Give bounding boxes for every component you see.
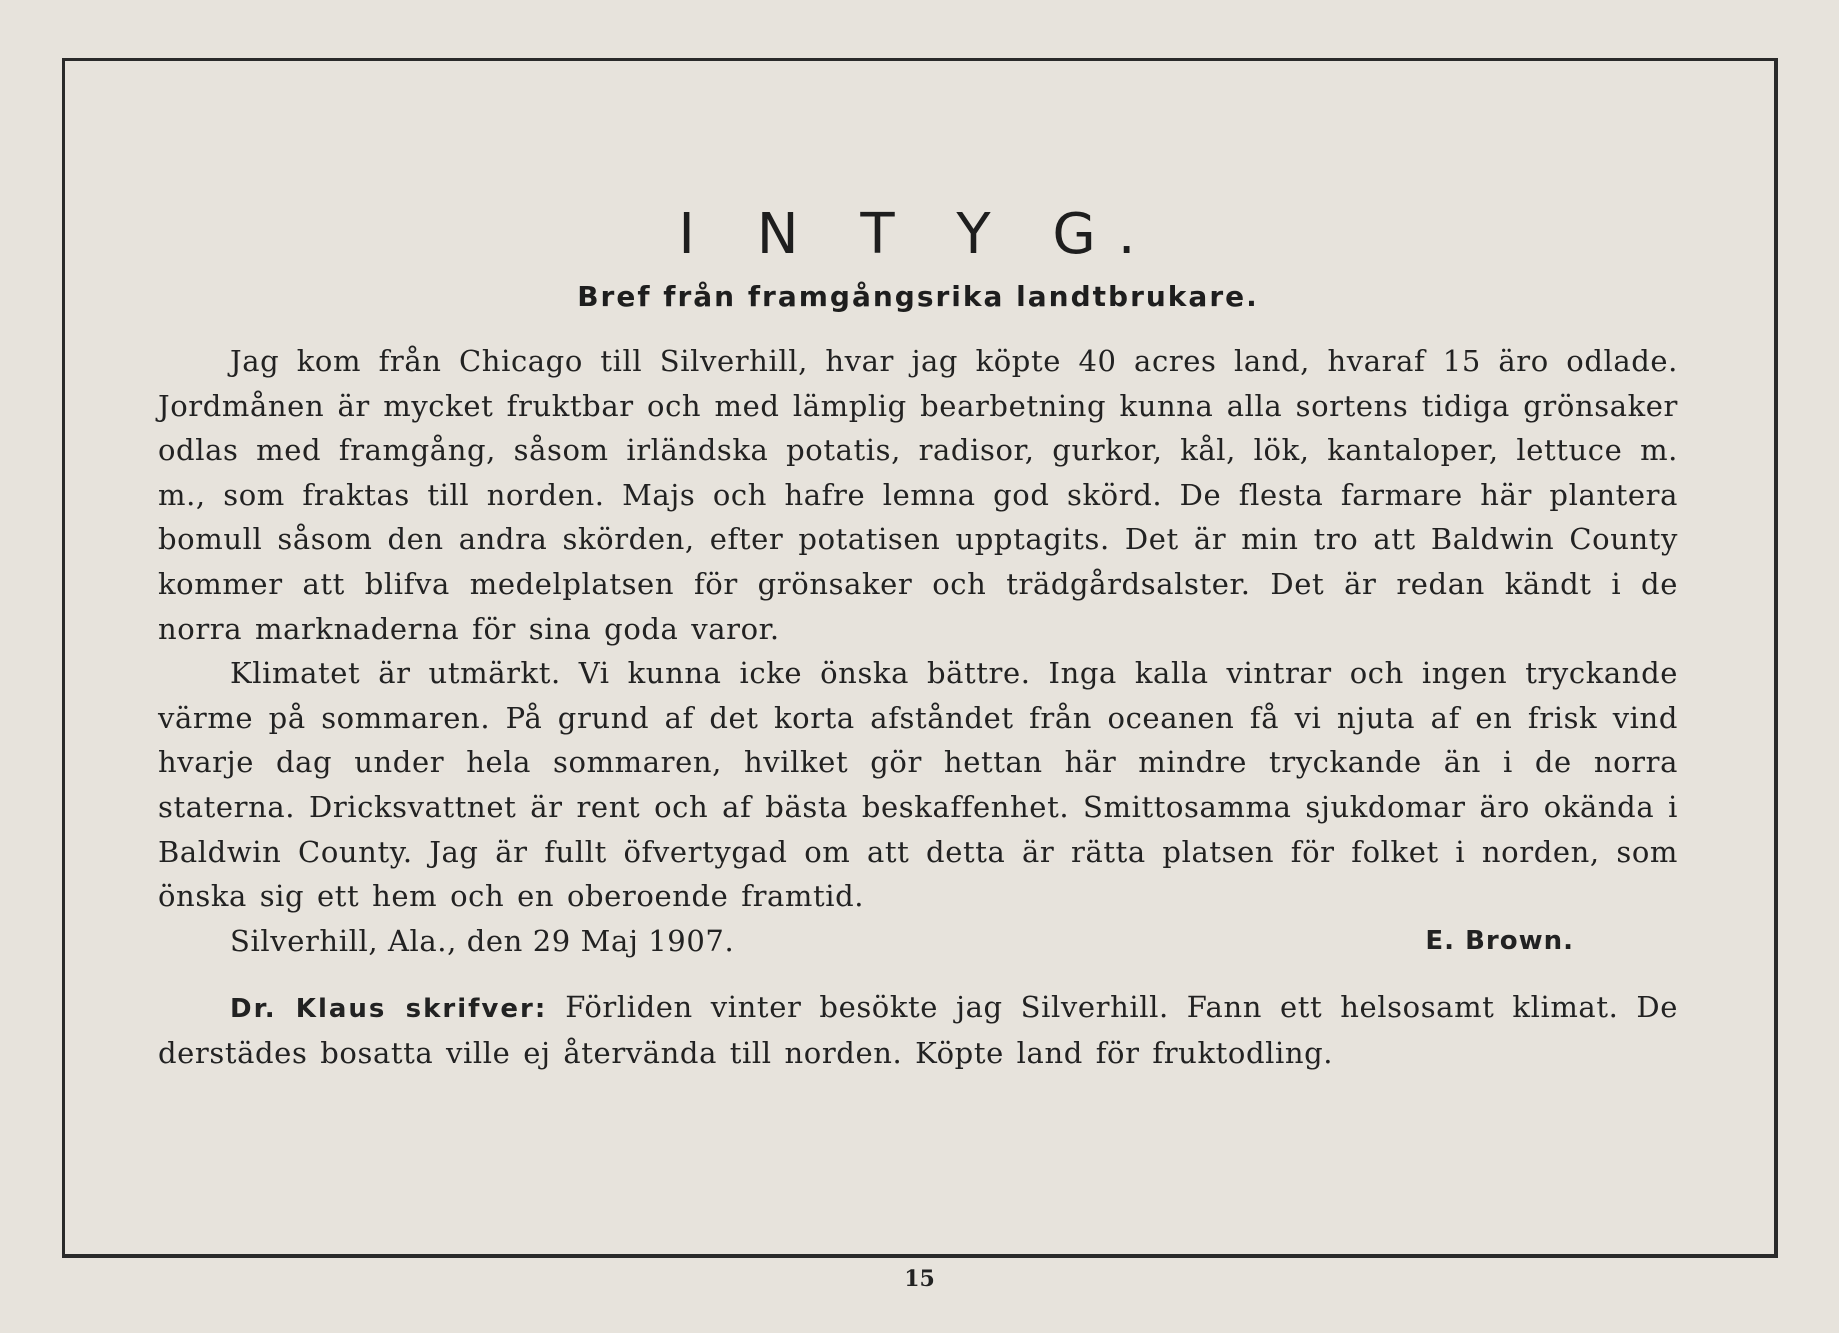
signature-name: E. Brown.: [1425, 925, 1574, 956]
doctor-note: [158, 985, 1678, 1076]
paragraph-1: Jag kom från Chicago till Silverhill, hvar jag köpte 40 acres land, hvaraf 15 äro odlade. Jordmånen är mycket fruktbar och med lämplig bearbetning kunna alla sortens tidiga grönsaker odlas med framgång, såsom irländska potatis, radisor, gurkor, kål, lök, kantaloper, lettuce m. m., som fraktas till norden. Majs och hafre lemna god skörd. De flesta farmare här plantera bomull såsom den andra skörden, efter potatisen upptagits. Det är min tro att Baldwin County kommer att blifva medelplatsen för grönsaker och trädgårdsalster. Det är redan kändt i de norra marknaderna för sina goda varor.: [158, 344, 1678, 646]
paragraph-2: Klimatet är utmärkt. Vi kunna icke önska bättre. Inga kalla vintrar och ingen tryckande värme på sommaren. På grund af det korta afståndet från oceanen få vi njuta af en frisk vind hvarje dag under hela sommaren, hvilket gör hettan här mindre tryckande än i de norra staterna. Dricksvattnet är rent och af bästa beskaffenhet. Smittosamma sjukdomar äro okända i Baldwin County. Jag är fullt öfvertygad om att detta är rätta platsen för folket i norden, som önska sig ett hem och en oberoende framtid.: [158, 656, 1678, 914]
document-title: I N T Y G.: [678, 202, 1158, 267]
doctor-note-lead: Dr. Klaus skrifver:: [230, 993, 548, 1024]
doctor-note-text: Förliden vinter besökte jag Silverhill. Fann ett helsosamt klimat. De derstädes bosatta ville ej återvända till norden. Köpte land för fruktodling.: [158, 989, 1678, 1071]
signature-line: [158, 919, 1678, 963]
document-body: [158, 200, 1678, 1105]
page-number: 15: [904, 1266, 935, 1292]
document-subtitle: Bref från framgångsrika landtbrukare.: [577, 280, 1259, 313]
place-date: Silverhill, Ala., den 29 Maj 1907.: [230, 923, 735, 958]
